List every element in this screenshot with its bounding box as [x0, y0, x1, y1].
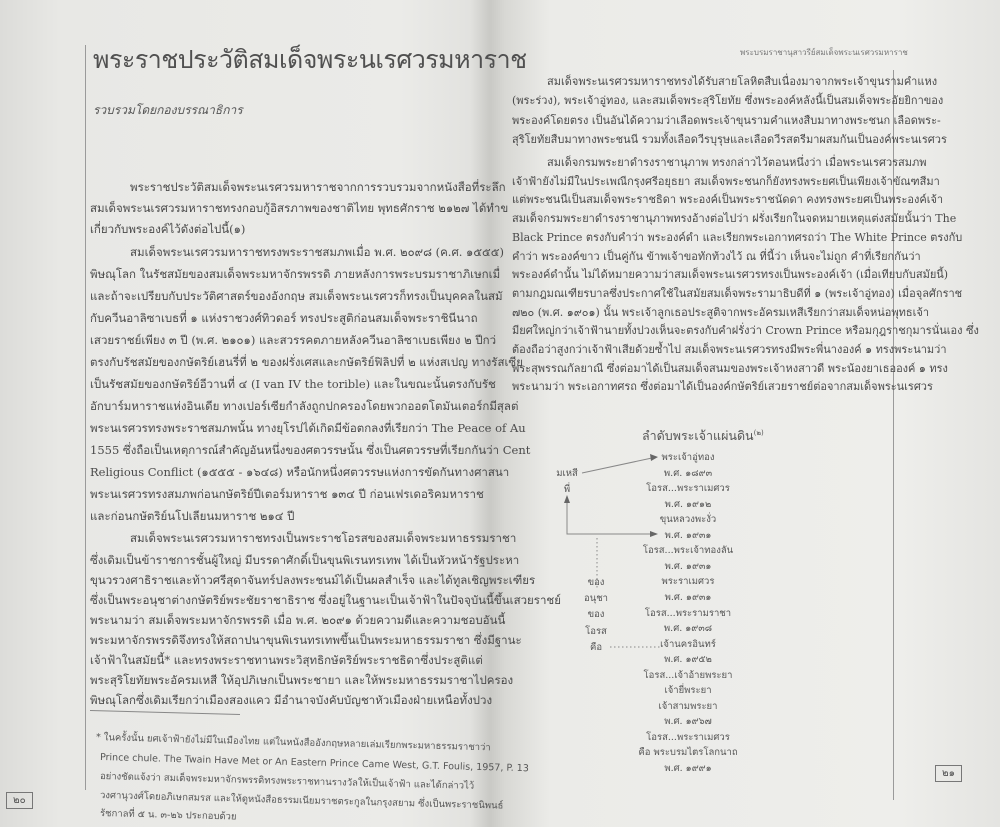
relation-label: คือ	[589, 641, 603, 653]
succession-item: คือ พระบรมไตรโลกนาถ	[638, 747, 738, 759]
succession-item: พ.ศ. ๑๙๓๑	[664, 591, 712, 603]
body-line: พระสุพรรณกัลยาณี ซึ่งต่อมาได้เป็นสมเด็จสนมของพระเจ้าหงสาวดี พระน้องยาเธอองค์ ๑ ทรง	[512, 361, 948, 375]
body-line: เสวยราชย์เพียง ๓ ปี (พ.ศ. ๒๑๐๑) และสวรรคตภายหลังควีนอาลิซาเบธเพียง ๒ ปีกว่	[90, 333, 497, 347]
body-line: แต่พระชนนีเป็นสมเด็จพระราชธิดา พระองค์เป็นพระราชนัดดา คงทรงพระยศเป็นพระองค์เจ้า	[512, 193, 944, 207]
footnote-line: วงศานุวงศ์โดยอภิเษกสมรส และให้ดูหนังสือธรรมเนียมราชตระกูลในกรุงสยาม ซึ่งเป็นพระราชนิพนธ์	[99, 790, 504, 812]
body-line: สุริโยทัยสืบมาทางพระชนนี รวมทั้งเลือดวีรบุรุษและเลือดวีรสตรีมาผสมกันเป็นองค์พระนเรศวร	[512, 132, 947, 146]
body-line: 1555 ซึ่งถือเป็นเหตุการณ์สำคัญอันหนึ่งของศตวรรษนั้น ซึ่งเป็นศตวรรษที่เรียกกันว่า Cent	[90, 443, 531, 457]
body-line: พิษณุโลก ในรัชสมัยของสมเด็จพระมหาจักรพรรดิ ภายหลังการพระบรมราชาภิเษกเมื่	[90, 267, 501, 281]
relation-label: อนุชา	[584, 593, 608, 605]
succession-item: เจ้ายี่พระยา	[664, 685, 712, 697]
succession-item: พ.ศ. ๑๙๙๑	[664, 763, 712, 774]
succession-item: พ.ศ. ๑๙๖๗	[664, 716, 712, 728]
body-line: พระราชประวัติสมเด็จพระนเรศวรมหาราชจากการรวบรวมจากหนังสือที่ระลึก	[130, 180, 506, 194]
body-line: สมเด็จกรมพระยาดำรงราชานุภาพ ทรงกล่าวไว้ตอนหนึ่งว่า เมื่อพระนเรศวรสมภพ	[547, 156, 927, 169]
footnote-line: * ในครั้งนั้น ยศเจ้าฟ้ายังไม่มีในเมืองไทย แต่ในหนังสืออังกฤษหลายเล่มเรียกพระมหาธรรมราชาว่า	[95, 732, 491, 754]
relation-label: มเหสี	[556, 468, 578, 479]
body-line: พระองค์ดำนั้น ไม่ได้หมายความว่าสมเด็จพระนเรศวรทรงเป็นพระองค์เจ้า (เมื่อเทียบกับสมัยนี้)	[512, 268, 949, 282]
relation-label: ของ	[587, 609, 605, 621]
body-line: ต้องถือว่าสูงกว่าเจ้าฟ้าเสียด้วยซ้ำไป สมเด็จพระนเรศวรทรงมีพระพี่นางองค์ ๑ ทรงพระนามว่า	[512, 343, 947, 356]
page-number: ๒๐	[6, 792, 33, 809]
margin-rule	[85, 45, 86, 790]
relation-label: พี่	[563, 484, 571, 495]
succession-title-text: ลำดับพระเจ้าแผ่นดิน	[642, 428, 754, 443]
body-line: สมเด็จพระนเรศวรมหาราชทรงเป็นพระราชโอรสของสมเด็จพระมหาธรรมราชา	[130, 531, 517, 545]
relation-label: โอรส	[585, 625, 607, 637]
body-line: Black Prince ตรงกับคำว่า พระองค์ดำ และเรียกพระเอกาทศรถว่า The White Prince ตรงกับ	[512, 230, 963, 244]
succession-item: พ.ศ. ๑๙๓๑	[664, 529, 712, 541]
body-line: ตามกฎมณเฑียรบาลซึ่งประกาศใช้ในสมัยสมเด็จพระรามาธิบดีที่ ๑ (พระเจ้าอู่ทอง) เมื่อจุลศักราช	[512, 286, 963, 300]
body-line: กับควีนอาลิซาเบธที่ ๑ แห่งราชวงศ์ทิวดอร์ ทรงประสูติก่อนสมเด็จพระราชินีนาถ	[90, 311, 478, 325]
succession-item: พระเจ้าอู่ทอง	[661, 452, 715, 463]
body-line: Religious Conflict (๑๕๕๕ - ๑๖๔๘) หรือนักหนึ่งศตวรรษแห่งการขัดกันทางศาสนา	[90, 465, 510, 479]
body-line: พระองค์โดยตรง เป็นอันได้ความว่าเลือดพระเจ้าขุนรามคำแหงสืบมาทางพระชนก เลือดพระ-	[512, 113, 941, 127]
body-line: พระนามว่า พระเอกาทศรถ ซึ่งต่อมาได้เป็นองค์กษัตริย์เสวยราชย์ต่อจากสมเด็จพระนเรศวร	[512, 380, 933, 394]
succession-item: พ.ศ. ๑๙๕๒	[664, 654, 712, 666]
body-line: พิษณุโลกซึ่งเดิมเรียกว่าเมืองสองแคว มีอำนาจบังคับบัญชาหัวเมืองฝ่ายเหนือทั้งปวง	[90, 693, 493, 707]
body-line: ตรงกับรัชสมัยของกษัตริย์เฮนรี่ที่ ๒ ของฝรั่งเศสและกษัตริย์ฟิลิปที่ ๒ แห่งสเปญ ทางรัสเซีย	[90, 355, 523, 369]
succession-item: เจ้านครอินทร์	[660, 638, 716, 650]
footnote-line: รัชกาลที่ ๕ น. ๓-๒๖ ประกอบด้วย	[99, 808, 237, 823]
chapter-byline: รวบรวมโดยกองบรรณาธิการ	[93, 103, 243, 117]
body-line: พระนเรศวรทรงสมภพก่อนกษัตริย์ปีเตอร์มหาราช ๑๓๔ ปี ก่อนเฟรเดอริคมหาราช	[90, 487, 484, 501]
body-line: สมเด็จกรมพระยาดำรงราชานุภาพทรงอ้างต่อไปว่า ฝรั่งเรียกในจดหมายเหตุแต่งสมัยนั้นว่า The	[512, 212, 957, 226]
body-line: เกี่ยวกับพระองค์ไว้ดังต่อไปนี้(๑)	[90, 222, 246, 236]
chapter-title: พระราชประวัติสมเด็จพระนเรศวรมหาราช	[93, 45, 527, 74]
succession-item: พ.ศ. ๑๙๓๑	[664, 560, 712, 572]
body-line: เจ้าฟ้าในสมัยนี้* และทรงพระราชทานพระวิสุทธิกษัตริย์พระราชธิดาซึ่งประสูติแต่	[90, 653, 483, 667]
footnote-line: Prince chule. The Twain Have Met or An Eastern Prince Came West, G.T. Foulis, 1957, P. 13	[99, 752, 529, 775]
body-line: สมเด็จพระนเรศวรมหาราชทรงได้รับสายโลหิตสืบเนื่องมาจากพระเจ้าขุนรามคำแหง	[547, 75, 938, 88]
succession-item: โอรส...พระเจ้าทองลัน	[642, 545, 734, 557]
succession-item: โอรส...พระรามราชา	[644, 607, 732, 619]
body-line: พระสุริโยทัยพระอัครมเหสี ให้อุปภิเษกเป็นพระชายา และให้พระมหาธรรมราชาไปครอง	[90, 673, 514, 687]
body-line: พระนเรศวรทรงพระราชสมภพนั้น ทางยุโรปได้เกิดมีข้อตกลงที่เรียกว่า The Peace of Au	[90, 421, 526, 435]
body-line: พระมหาจักรพรรดิจึงทรงให้สถาปนาขุนพิเรนทรเทพขึ้นเป็นพระมหาธรรมราชา ซึ่งมีฐานะ	[90, 633, 522, 647]
succession-item: พ.ศ. ๑๙๑๒	[664, 498, 712, 510]
footnote-ref: (๒)	[753, 428, 764, 437]
body-line: ซึ่งเดิมเป็นข้าราชการชั้นผู้ใหญ่ มีบรรดาศักดิ์เป็นขุนพิเรนทรเทพ ได้เป็นหัวหน้ารัฐประหา	[90, 553, 520, 567]
running-header: พระบรมราชานุสาวรีย์สมเด็จพระนเรศวรมหาราช	[740, 48, 908, 57]
succession-item: โอรส...พระราเมศวร	[646, 731, 730, 743]
body-line: ซึ่งเป็นพระอนุชาต่างกษัตริย์พระชัยราชาธิราช ซึ่งอยู่ในฐานะเป็นเจ้าฟ้าในปัจจุบันนี้ขึ้นเสวยราชย์	[90, 593, 561, 607]
relation-label: ของ	[587, 577, 605, 588]
footnote-line: อย่างชัดแจ้งว่า สมเด็จพระมหาจักรพรรดิทรงพระราชทานรางวัลให้เป็นเจ้าฟ้า และได้กล่าวไว้	[99, 771, 475, 792]
body-line: ๗๒๐ (พ.ศ. ๑๙๐๑) นั้น พระเจ้าลูกเธอประสูติจากพระอัครมเหสีเรียกว่าสมเด็จหน่อพุทธเจ้า	[512, 305, 930, 319]
body-line: เป็นรัชสมัยของกษัตริย์อีวานที่ ๔ (I van IV the torible) และในขณะนั้นตรงกับรัช	[90, 377, 496, 391]
body-line: และถ้าจะเปรียบกับประวัติศาสตร์ของอังกฤษ สมเด็จพระนเรศวรก็ทรงเป็นบุคคลในสมั	[90, 289, 503, 303]
body-line: เจ้าฟ้ายังไม่มีในประเพณีกรุงศรีอยุธยา สมเด็จพระชนกก็ยังทรงพระยศเป็นเพียงเจ้าขัณฑสีมา	[512, 174, 940, 188]
succession-item: โอรส...พระราเมศวร	[646, 483, 730, 495]
body-line: สมเด็จพระนเรศวรมหาราชทรงกอบกู้อิสรภาพของชาติไทย พุทธศักราช ๒๑๒๗ ได้ทำข	[90, 201, 509, 215]
right-page	[490, 0, 1000, 827]
succession-item: พ.ศ. ๑๘๙๓	[663, 467, 713, 479]
footnote-rule	[90, 710, 240, 715]
body-line: ขุนวรวงศาธิราชและท้าวศรีสุดาจันทร์ปลงพระชนม์ได้เป็นผลสำเร็จ และได้ทูลเชิญพระเฑียร	[90, 573, 536, 587]
page-number: ๒๑	[935, 765, 962, 782]
succession-item: โอรส...เจ้าอ้ายพระยา	[643, 669, 733, 681]
body-line: และก่อนกษัตริย์นโปเลียนมหาราช ๒๑๔ ปี	[90, 509, 295, 523]
body-line: สมเด็จพระนเรศวรมหาราชทรงพระราชสมภพเมื่อ พ.ศ. ๒๐๙๘ (ค.ศ. ๑๕๕๕)	[130, 245, 504, 259]
succession-item: พ.ศ. ๑๙๓๘	[663, 623, 713, 635]
succession-item: พระราเมศวร	[661, 576, 715, 588]
body-line: พระนามว่า สมเด็จพระมหาจักรพรรดิ เมื่อ พ.ศ. ๒๐๙๑ ด้วยความดีและความชอบอันนี้	[90, 613, 506, 627]
body-line: คำว่า พระองค์ขาว เป็นคู่กัน ข้าพเจ้าขอทักท้วงไว้ ณ ที่นี้ว่า เห็นจะไม่ถูก คำที่เรียกกันว่า	[512, 249, 921, 263]
succession-item: เจ้าสามพระยา	[658, 700, 718, 712]
succession-item: ขุนหลวงพะงั่ว	[659, 514, 717, 526]
body-line: มียศใหญ่กว่าเจ้าฟ้านายทั้งปวงเห็นจะตรงกับคำฝรั่งว่า Crown Prince หรือมกุฎราชกุมารนั่นเอง ซึ่ง	[512, 324, 979, 338]
body-line: (พระร่วง), พระเจ้าอู่ทอง, และสมเด็จพระสุริโยทัย ซึ่งพระองค์หลังนี้เป็นสมเด็จพระอัยยิกาของ	[512, 94, 944, 108]
body-line: อักบาร์มหาราชแห่งอินเดีย ทางเปอร์เซียกำลังถูกปกครองโดยพวกออตโตมันเตอร์กมีสุลต่	[90, 399, 519, 413]
